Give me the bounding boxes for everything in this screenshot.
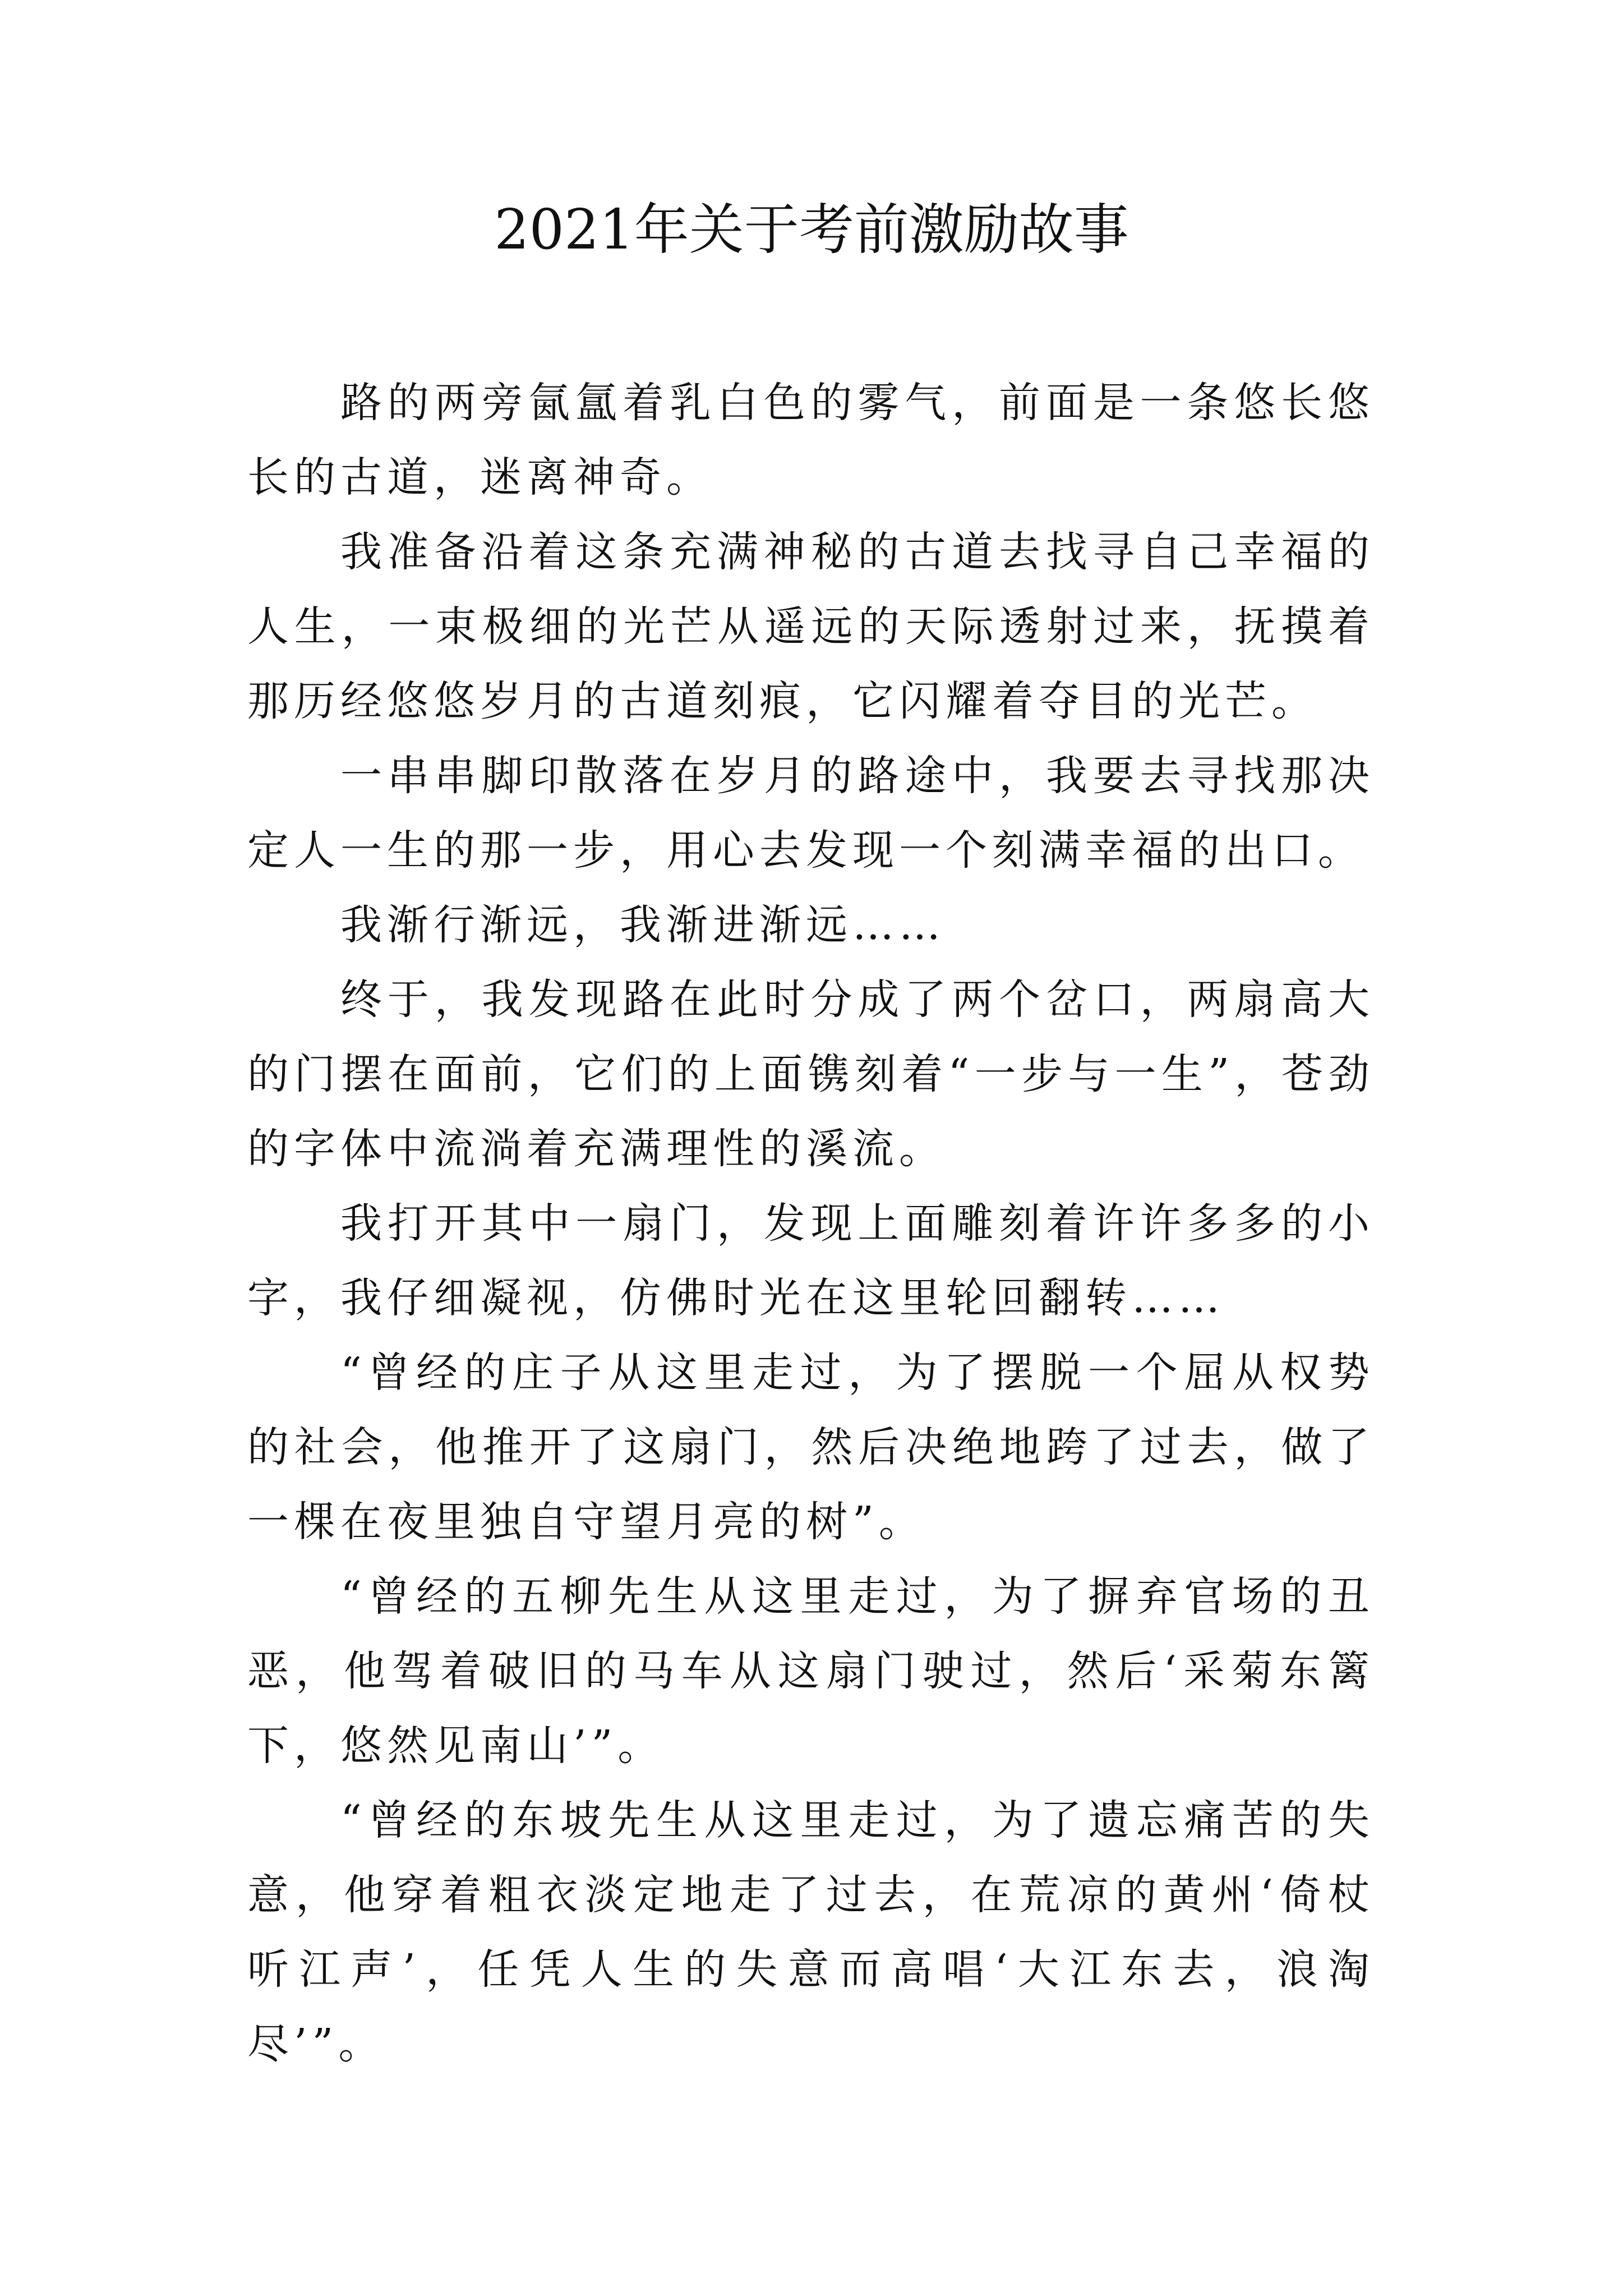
document-body	[247, 366, 1375, 2082]
paragraph-8: “曾经的五柳先生从这里走过，为了摒弃官场的丑恶，他驾着破旧的马车从这扇门驶过，然后‘采菊东篱下，悠然见南山’”。	[247, 1572, 1375, 1770]
paragraph-6: 我打开其中一扇门，发现上面雕刻着许许多多的小字，我仔细凝视，仿佛时光在这里轮回翻转……	[247, 1199, 1375, 1322]
paragraph-7: “曾经的庄子从这里走过，为了摆脱一个屈从权势的社会，他推开了这扇门，然后决绝地跨了过去，做了一棵在夜里独自守望月亮的树”。	[247, 1349, 1375, 1546]
paragraph-2: 我准备沿着这条充满神秘的古道去找寻自己幸福的人生，一束极细的光芒从遥远的天际透射过来，抚摸着那历经悠悠岁月的古道刻痕，它闪耀着夺目的光芒。	[247, 528, 1375, 725]
paragraph-5: 终于，我发现路在此时分成了两个岔口，两扇高大的门摆在面前，它们的上面镌刻着“一步与一生”，苍劲的字体中流淌着充满理性的溪流。	[247, 976, 1375, 1173]
paragraph-3: 一串串脚印散落在岁月的路途中，我要去寻找那决定人一生的那一步，用心去发现一个刻满幸福的出口。	[247, 752, 1375, 875]
paragraph-1: 路的两旁氤氲着乳白色的雾气，前面是一条悠长悠长的古道，迷离神奇。	[247, 379, 1375, 501]
document-title: 2021年关于考前激励故事	[494, 198, 1129, 262]
paragraph-4: 我渐行渐远，我渐进渐远……	[340, 901, 946, 949]
paragraph-9: “曾经的东坡先生从这里走过，为了遗忘痛苦的失意，他穿着粗衣淡定地走了过去，在荒凉的黄州‘倚杖听江声’，任凭人生的失意而高唱‘大江东去，浪淘尽’”。	[247, 1796, 1375, 2068]
